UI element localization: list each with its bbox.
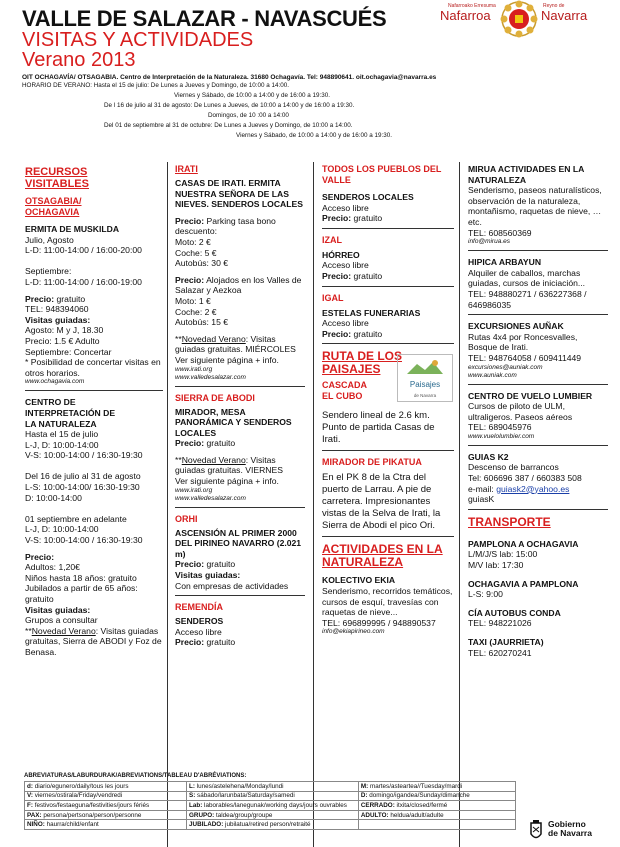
description: Senderismo, paseos naturalísticos, observación de la naturaleza, montañismo, raquetas de nieve, …etc.	[468, 185, 602, 227]
email-link[interactable]: info@mirua.es	[468, 238, 511, 246]
price-label: Precio:	[25, 293, 55, 304]
price-label: Precio:	[175, 438, 205, 449]
divider	[468, 250, 608, 251]
description: Sendero lineal de 2.6 km. Punto de partida Casas de Irati.	[322, 410, 435, 446]
visits-value: Grupos a consultar	[25, 615, 98, 626]
item-title: HÓRREO	[322, 249, 360, 260]
email-link[interactable]: excursiones@auniak.com	[468, 363, 543, 371]
price-line: Niños hasta 18 años: gratuito	[25, 572, 137, 583]
phone: TEL: 608560369	[468, 227, 532, 238]
price-value: Parking tasa bono descuento:	[175, 215, 276, 237]
divider	[322, 536, 454, 537]
item-title: CENTRO DE	[25, 397, 76, 408]
section-subtitle: OCHAGAVIA	[25, 207, 80, 217]
price-line: Coche: 2 €	[175, 306, 217, 317]
abbreviations-table	[24, 773, 516, 830]
price-label: Precio:	[322, 270, 352, 281]
price-value: gratuito	[206, 438, 236, 449]
price-label: Precio:	[175, 559, 205, 570]
price-label: Precio:	[25, 551, 55, 562]
table-row: PAX: persona/pertsona/person/personne GRUPO: taldea/group/groupe ADULTO: heldua/adult/adulte	[25, 810, 516, 820]
section-title: SIERRA DE ABODI	[175, 392, 255, 403]
section-title: MIRADOR DE PIKATUA	[322, 457, 422, 468]
horario-line: Viernes y Sábado, de 10:00 a 14:00 y de 16:00 a 19:30.	[174, 92, 331, 99]
visit-line: Precio: 1.5 € Adulto	[25, 335, 100, 346]
schedule-line: Hasta el 15 de julio	[25, 429, 99, 440]
divider	[468, 509, 608, 510]
divider	[322, 343, 454, 344]
divider	[322, 450, 454, 451]
column-divider	[313, 162, 314, 847]
column-divider	[459, 162, 460, 847]
description: En el PK 8 de la Ctra del puerto de Larrau. A pie de carretera. Impresionantes vistas de la Selva de Irati, la Sierra de Abodi el pico Ori.	[322, 472, 441, 532]
horario	[22, 81, 602, 141]
access: Acceso libre	[322, 260, 369, 271]
navarra-shield-icon	[500, 0, 538, 38]
ermita-line: Septiembre:	[25, 266, 72, 277]
item-title: CENTRO DE VUELO LUMBIER	[468, 390, 593, 401]
divider	[322, 286, 454, 287]
price-label: Precio:	[175, 274, 205, 285]
schedule-line: V-S: 10:00-14:00 / 16:30-19:30	[25, 450, 143, 461]
price-line: Adultos: 1,20€	[25, 562, 80, 573]
column-recursos	[25, 162, 163, 658]
section-title: VISITABLES	[25, 178, 89, 190]
item-title: TAXI (JAURRIETA)	[468, 637, 544, 647]
price-label: Precio:	[322, 328, 352, 339]
divider	[25, 390, 163, 391]
novedad-text: **Novedad Verano: Visitas guiadas gratuitas, Sierra de ABODI y Foz de Benasa.	[25, 625, 162, 657]
schedule-line: M/V lab: 17:30	[468, 560, 524, 571]
website-link[interactable]: www.vuelolumbier.com	[468, 432, 535, 440]
description: Cursos de piloto de ULM, ultraligeros. Paseos aéreos	[468, 401, 573, 422]
item-title: ASCENSIÓN AL PRIMER 2000 DEL PIRINEO NAVARRO (2.021 m)	[175, 527, 302, 559]
table-row: F: festivos/festaeguna/festivities/jours fériés Lab: laborables/lanegunak/working days/jours ouvrables CERRADO: itxita/closed/fermé	[25, 801, 516, 811]
phone: TEL: 620270241	[468, 647, 532, 658]
section-title: ORHI	[175, 513, 198, 524]
access: Acceso libre	[175, 626, 222, 637]
item-title: SENDEROS	[175, 616, 224, 627]
item-title: SENDEROS LOCALES	[322, 192, 414, 202]
item-title: CÍA AUTOBUS CONDA	[468, 607, 561, 618]
divider	[468, 445, 608, 446]
item-title: KOLECTIVO EKIA	[322, 575, 396, 586]
item-title: EXCURSIONES AUÑAK	[468, 321, 564, 332]
item-title: LA NATURALEZA	[25, 418, 97, 429]
item-title: PAMPLONA A OCHAGAVIA	[468, 538, 579, 549]
description: Descenso de barrancos	[468, 462, 559, 473]
landscape-icon	[405, 358, 445, 376]
price-line: Autobús: 30 €	[175, 258, 229, 269]
phone: TEL: 948394060	[25, 304, 89, 315]
logo-small-text: Nafarroako Erresuma	[448, 3, 496, 9]
item-title: OCHAGAVIA A PAMPLONA	[468, 578, 579, 589]
divider	[468, 384, 608, 385]
description: Rutas 4x4 por Roncesvalles, Bosque de Irati.	[468, 331, 578, 353]
season-label: Verano 2013	[22, 49, 136, 71]
website-link[interactable]: www.valledesalazar.com	[175, 494, 246, 502]
logo-small-text: Reyno de	[543, 3, 565, 9]
access: Acceso libre	[322, 318, 369, 329]
phone: TEL: 689045976	[468, 422, 532, 433]
price-value: gratuito	[206, 559, 236, 570]
section-title: ACTIVIDADES EN LA NATURALEZA	[322, 542, 443, 570]
section-subtitle: OTSAGABIA/	[25, 196, 82, 206]
divider	[175, 507, 305, 508]
page-title: VALLE DE SALAZAR - NAVASCUÉS	[22, 6, 387, 31]
price-value: gratuito	[353, 328, 383, 339]
horario-line: Viernes y Sábado, de 10:00 a 14:00 y de 16:00 a 19:30.	[236, 132, 393, 139]
phone: TEL: 948221026	[468, 618, 532, 629]
section-title: IRATI	[175, 164, 198, 174]
section-title: TRANSPORTE	[468, 514, 551, 529]
section-title: IZAL	[322, 234, 342, 245]
navarra-logo	[440, 0, 610, 44]
section-title: PAISAJES	[322, 362, 381, 377]
schedule-line: L-S: 9:00	[468, 589, 503, 600]
price-line: Jubilados a partir de 65 años: gratuito	[25, 583, 138, 604]
website-link[interactable]: www.auniak.com	[468, 371, 517, 379]
ermita-line: Julio, Agosto	[25, 234, 74, 245]
item-title: CASCADA	[322, 380, 367, 391]
website-link[interactable]: www.irati.org	[175, 365, 213, 373]
novedad-text: **Novedad Verano: Visitas guiadas gratuitas. VIERNES	[175, 454, 283, 476]
novedad-text: **Novedad Verano: Visitas guiadas gratuitas. MIÉRCOLES	[175, 333, 296, 355]
paisajes-logo: Paisajes de Navarra	[397, 354, 453, 402]
schedule-line: L/M/J/S lab: 15:00	[468, 549, 538, 560]
item-title: EL CUBO	[322, 391, 363, 402]
item-title: MIRADOR, MESA PANORÁMICA Y SENDEROS LOCALES	[175, 406, 292, 438]
website-link[interactable]: www.valledesalazar.com	[175, 373, 246, 381]
price-line: Coche: 5 €	[175, 247, 217, 258]
schedule-line: V-S: 10:00-14:00 / 16:30-19:30	[25, 535, 143, 546]
email-label: e-mail:	[468, 483, 494, 494]
more-info: Ver siguiente página + info.	[175, 476, 279, 487]
schedule-line: L-J, D: 10:00-14:00	[25, 524, 99, 535]
divider	[468, 314, 608, 315]
section-title: IGAL	[322, 292, 344, 303]
item-title: CASAS DE IRATI. ERMITA NUESTRA SEÑORA DE LAS NIEVES. SENDEROS LOCALES	[175, 178, 303, 210]
description: Senderismo, recorridos temáticos, cursos de esquí, travesías con raquetas de nieve...	[322, 585, 453, 618]
visit-line: Septiembre: Concertar	[25, 346, 112, 357]
schedule-line: L-S: 10:00-14:00/ 16:30-19:30	[25, 482, 140, 493]
oit-info: OIT OCHAGAVÍA/ OTSAGABIA. Centro de Interpretación de la Naturaleza. 31680 Ochagavía. Tel: 948890641. oit.ochagavia@navarra.es	[22, 74, 437, 81]
price-value: Alojados en los Valles de Salazar y Aezkoa	[175, 274, 302, 296]
section-title: TODOS LOS PUEBLOS DEL VALLE	[322, 164, 442, 185]
item-title: ESTELAS FUNERARIAS	[322, 307, 421, 318]
phone: TEL: 948880271 / 636227368 / 646986035	[468, 288, 587, 310]
price-label: Precio:	[322, 213, 352, 224]
schedule-line: D: 10:00-14:00	[25, 492, 82, 503]
gobierno-logo	[528, 818, 618, 844]
phone: TEL: 696899995 / 948890537	[322, 617, 436, 628]
price-label: Precio:	[175, 215, 205, 226]
column-divider	[167, 162, 168, 847]
gob-line: Gobierno	[548, 819, 586, 829]
ruta-block	[322, 350, 454, 410]
price-value: gratuito	[56, 293, 86, 304]
item-title: HIPICA ARBAYUN	[468, 257, 542, 268]
horario-line: HORARIO DE VERANO: Hasta el 15 de julio: De Lunes a Jueves y Domingo, de 10:00 a 14:00.	[22, 82, 290, 89]
divider	[322, 228, 454, 229]
item-title: GUIAS K2	[468, 451, 509, 462]
website-link[interactable]: www.irati.org	[175, 486, 213, 494]
phone: TEL: 948764058 / 609411449	[468, 352, 582, 363]
price-line: Moto: 2 €	[175, 236, 211, 247]
horario-line: Domingos, de 10 :00 a 14:00	[208, 112, 289, 119]
visit-line: Agosto: M y J, 18.30	[25, 325, 104, 336]
column-irati	[175, 162, 305, 648]
visits-value: Con empresas de actividades	[175, 580, 289, 591]
table-row: d: diario/egunero/daily/tous les jours L: lunes/astelehena/Monday/lundi M: martes/asteartea//Tuesday/mardi	[25, 782, 516, 792]
section-title: REMENDÍA	[175, 602, 224, 613]
facebook-name: guiasK	[468, 494, 495, 505]
table-row: NIÑO: haurra/child/enfant JUBILADO: jubilatua/retired person/retraité	[25, 820, 516, 830]
item-title: INTERPRETACIÓN DE	[25, 407, 116, 418]
horario-line: De l 16 de julio al 31 de agosto: De Lunes a Jueves, de 10:00 a 14:00 y de 16:00 a 19:30.	[104, 102, 355, 109]
schedule-line: Del 16 de julio al 31 de agosto	[25, 471, 141, 482]
schedule-line: L-J, D: 10:00-14:00	[25, 439, 99, 450]
visits-label: Visitas guiadas:	[25, 314, 91, 325]
more-info: Ver siguiente página + info.	[175, 354, 279, 365]
section-title: RECURSOS	[25, 166, 88, 178]
logo-nafarroa: Nafarroa	[440, 8, 491, 23]
ermita-line: L-D: 11:00-14:00 / 16:00-20:00	[25, 245, 142, 256]
page-subtitle: VISITAS Y ACTIVIDADES	[22, 29, 254, 51]
column-pueblos	[322, 162, 454, 636]
divider	[175, 386, 305, 387]
abbr-grid	[24, 781, 516, 830]
price-value: gratuito	[353, 213, 383, 224]
phone: Tel: 606696 387 / 660383 508	[468, 473, 582, 484]
visits-label: Visitas guiadas:	[25, 604, 91, 615]
visit-line: * Posibilidad de concertar visitas en otros horarios.	[25, 357, 161, 378]
gob-line: de Navarra	[548, 828, 592, 838]
schedule-line: 01 septiembre en adelante	[25, 513, 127, 524]
section-title: RUTA DE LOS	[322, 349, 402, 364]
column-empresas	[468, 162, 608, 658]
divider	[175, 595, 305, 596]
item-title: ERMITA DE MUSKILDA	[25, 224, 120, 234]
abbr-title: ABREVIATURAS/LABURDURAK/ABREVIATIONS/TABLEAU D'ABRÉVIATIONS:	[24, 773, 247, 779]
ermita-line: L-D: 11:00-14:00 / 16:00-19:00	[25, 276, 142, 287]
price-line: Moto: 1 €	[175, 295, 211, 306]
email-link[interactable]: info@ekiapirineo.com	[322, 628, 385, 636]
website-link[interactable]: www.ochagavia.com	[25, 378, 85, 386]
description: Alquiler de caballos, marchas guiadas, cursos de iniciación...	[468, 267, 586, 289]
item-title: MIRUA ACTIVIDADES EN LA NATURALEZA	[468, 164, 585, 185]
price-line: Autobús: 15 €	[175, 317, 229, 328]
coat-of-arms-icon	[528, 820, 544, 842]
price-value: gratuito	[206, 637, 236, 648]
logo-navarra: Navarra	[541, 8, 588, 23]
table-row: V: viernes/ostirala/Friday/vendredi S: sábado/larunbata/Saturday/samedi D: domingo/igandea/Sunday/dimanche	[25, 791, 516, 801]
visits-label: Visitas guiadas:	[175, 570, 241, 581]
access: Acceso libre	[322, 202, 369, 213]
price-value: gratuito	[353, 270, 383, 281]
horario-line: Del 01 de septiembre al 31 de octubre: De Lunes a Jueves y Domingo, de 10:00 a 14:00.	[104, 122, 353, 129]
price-label: Precio:	[175, 637, 205, 648]
email-link[interactable]: guiask2@yahoo.es	[496, 483, 570, 494]
